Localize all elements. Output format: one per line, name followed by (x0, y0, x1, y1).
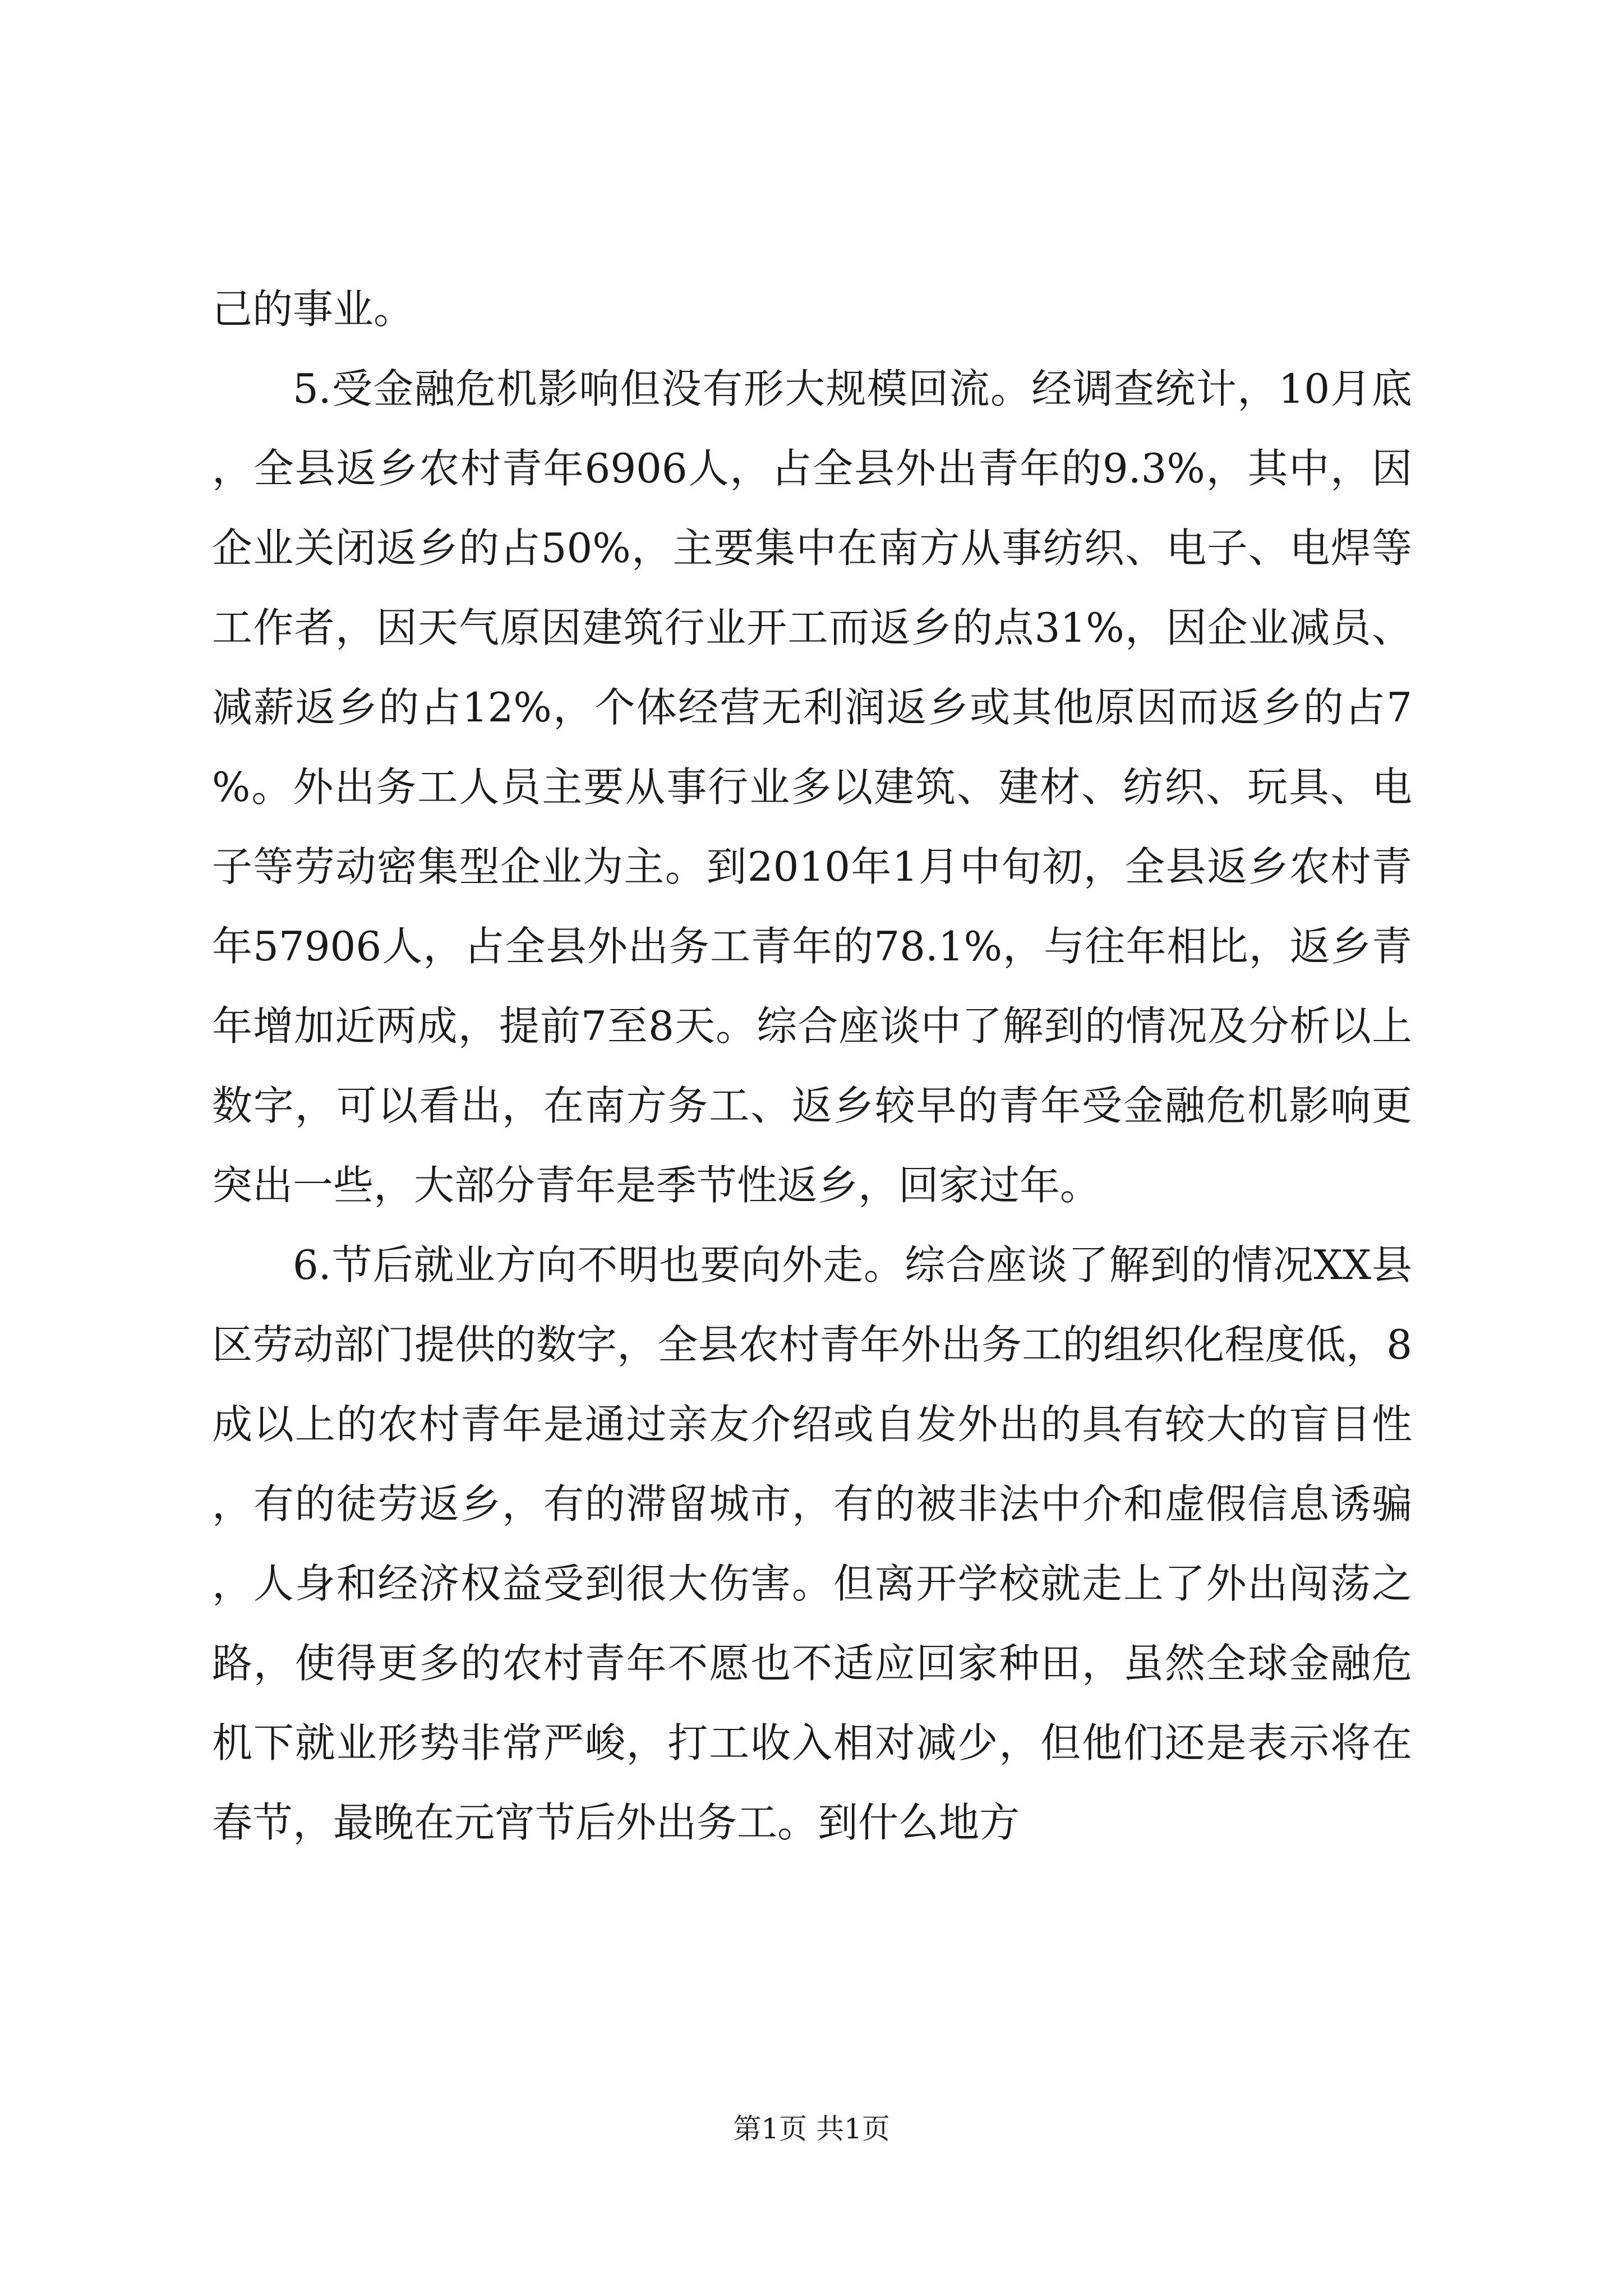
paragraph-5: 5.受金融危机影响但没有形大规模回流。经调查统计，10月底，全县返乡农村青年6906人，占全县外出青年的9.3%，其中，因企业关闭返乡的占50%，主要集中在南方从事纺织、电子、电焊等工作者，因天气原因建筑行业开工而返乡的点31%，因企业减员、减薪返乡的占12%，个体经营无利润返乡或其他原因而返乡的占7%。外出务工人员主要从事行业多以建筑、建材、纺织、玩具、电子等劳动密集型企业为主。到2010年1月中旬初，全县返乡农村青年57906人，占全县外出务工青年的78.1%，与往年相比，返乡青年增加近两成，提前7至8天。综合座谈中了解到的情况及分析以上数字，可以看出，在南方务工、返乡较早的青年受金融危机影响更突出一些，大部分青年是季节性返乡，回家过年。 (212, 365, 1412, 1209)
page-footer: 第1页 共1页 (733, 2113, 890, 2145)
document-body (212, 269, 1412, 1862)
paragraph-6: 6.节后就业方向不明也要向外走。综合座谈了解到的情况XX县区劳动部门提供的数字，全县农村青年外出务工的组织化程度低，8成以上的农村青年是通过亲友介绍或自发外出的具有较大的盲目性，有的徒劳返乡，有的滞留城市，有的被非法中介和虚假信息诱骗，人身和经济权益受到很大伤害。但离开学校就走上了外出闯荡之路，使得更多的农村青年不愿也不适应回家种田，虽然全球金融危机下就业形势非常严峻，打工收入相对减少，但他们还是表示将在春节，最晚在元宵节后外出务工。到什么地方 (212, 1241, 1412, 1846)
paragraph-continuation: 己的事业。 (212, 286, 414, 333)
